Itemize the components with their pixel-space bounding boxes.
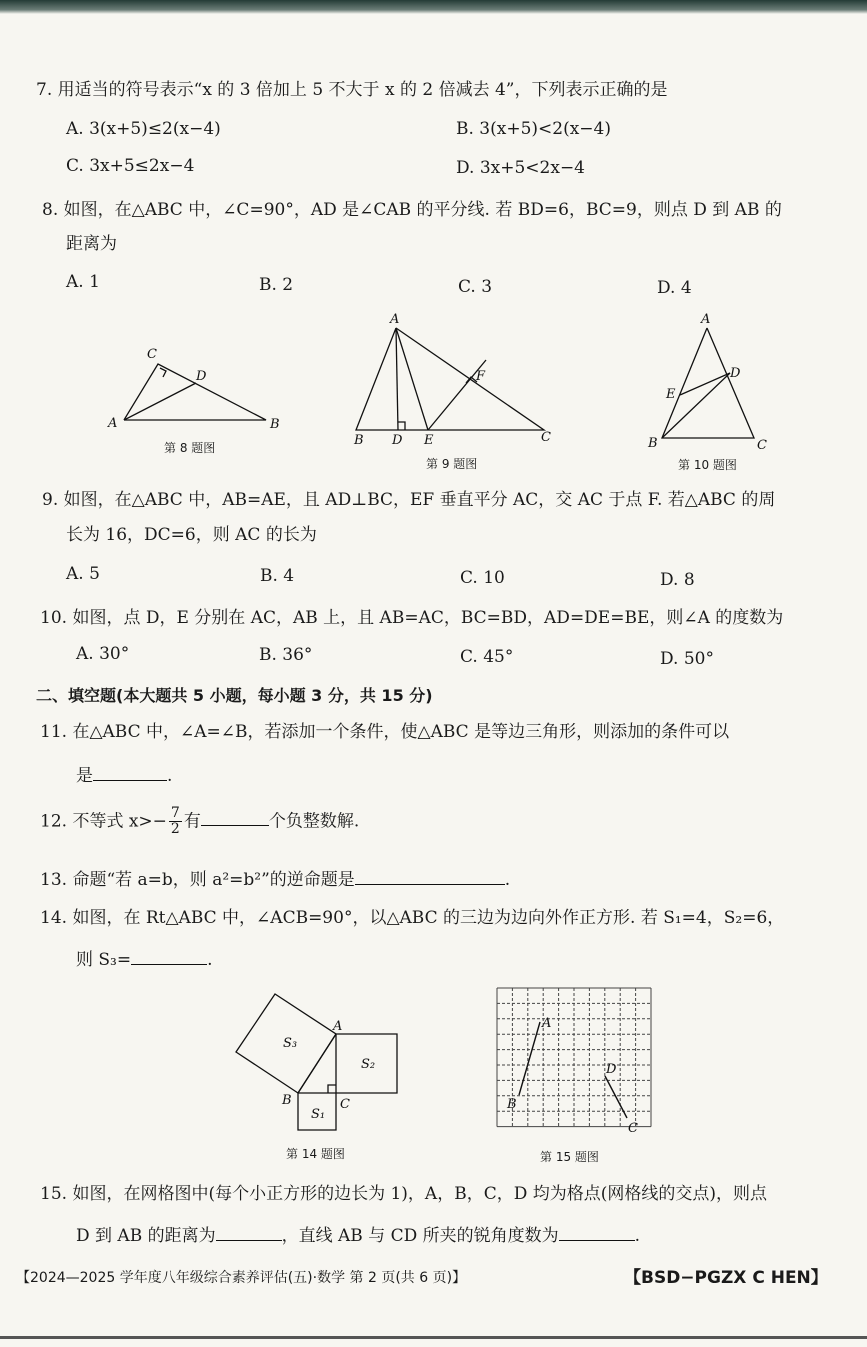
fig14-label-c: C: [340, 1097, 350, 1112]
q10-option-a[interactable]: A. 30°: [76, 644, 130, 664]
q11-prefix: 是: [76, 766, 93, 786]
fig8-label-c: C: [147, 347, 157, 362]
q9-stem-line1: 9. 如图，在△ABC 中，AB=AE，且 AD⊥BC，EF 垂直平分 AC，交 AC 于点 F. 若△ABC 的周: [42, 490, 776, 510]
fig9-label-a: A: [390, 312, 400, 327]
fig14-label-s3: S₃: [283, 1036, 298, 1051]
q13-prefix: 13. 命题“若 a=b，则 a²=b²”的逆命题是: [40, 870, 355, 890]
q9-option-c[interactable]: C. 10: [460, 568, 505, 588]
q7-option-a[interactable]: A. 3(x+5)≤2(x−4): [66, 119, 221, 139]
fig14-label-a: A: [333, 1019, 343, 1034]
q15-stem-line2: [76, 1222, 640, 1246]
q7-option-d[interactable]: D. 3x+5<2x−4: [456, 158, 586, 178]
q14-stem-line1: 14. 如图，在 Rt△ABC 中，∠ACB=90°，以△ABC 的三边为边向外作正方形. 若 S₁=4，S₂=6，: [40, 908, 785, 928]
fig15-label-b: B: [507, 1097, 517, 1112]
fig10-label-d: D: [730, 366, 741, 381]
fig14-caption: 第 14 题图: [286, 1147, 345, 1161]
q9-option-a[interactable]: A. 5: [66, 564, 100, 584]
q9-option-d[interactable]: D. 8: [660, 570, 695, 590]
bottom-divider: [0, 1336, 867, 1339]
q13-suffix: .: [504, 870, 511, 890]
q10-stem: 10. 如图，点 D，E 分别在 AC，AB 上，且 AB=AC，BC=BD，AD=DE=BE，则∠A 的度数为: [40, 608, 784, 628]
q15-text-c: .: [634, 1226, 641, 1246]
page-footer: 【2024—2025 学年度八年级综合素养评估(五)·数学 第 2 页(共 6 页)】: [16, 1270, 467, 1286]
q7-option-b[interactable]: B. 3(x+5)<2(x−4): [456, 119, 612, 139]
q8-stem-line2: 距离为: [66, 234, 117, 254]
fig8-label-b: B: [270, 417, 280, 432]
fig14-label-s1: S₁: [311, 1107, 326, 1122]
fig10-label-a: A: [701, 312, 711, 327]
q11-suffix: .: [167, 766, 173, 786]
fig8-caption: 第 8 题图: [164, 441, 216, 455]
fig9-label-c: C: [541, 430, 551, 445]
fig9-label-e: E: [424, 433, 434, 448]
q12-frac-numerator: 7: [170, 805, 180, 821]
fig10-label-c: C: [757, 438, 767, 453]
q8-option-c[interactable]: C. 3: [458, 277, 493, 297]
q15-answer-blank-2[interactable]: [559, 1222, 635, 1241]
q8-option-a[interactable]: A. 1: [66, 272, 100, 292]
paper-code: 【BSD−PGZX C HEN】: [624, 1268, 828, 1288]
q15-stem-line1: 15. 如图，在网格图中(每个小正方形的边长为 1)，A，B，C，D 均为格点(网格线的交点)，则点: [40, 1184, 767, 1204]
fig15-label-d: D: [606, 1062, 617, 1077]
q10-option-b[interactable]: B. 36°: [259, 645, 313, 665]
fig14-label-b: B: [282, 1093, 292, 1108]
q10-option-d[interactable]: D. 50°: [660, 649, 714, 669]
fig8-label-a: A: [108, 416, 118, 431]
fig9-label-b: B: [354, 433, 364, 448]
fig8-label-d: D: [196, 369, 207, 384]
fig9-label-f: F: [476, 369, 486, 384]
fig15-label-a: A: [542, 1016, 552, 1031]
q12-frac-denominator: 2: [170, 821, 180, 838]
fig10-label-b: B: [648, 436, 658, 451]
fig9-caption: 第 9 题图: [426, 457, 478, 471]
q8-option-d[interactable]: D. 4: [657, 278, 692, 298]
q7-stem: 7. 用适当的符号表示“x 的 3 倍加上 5 不大于 x 的 2 倍减去 4”，下列表示正确的是: [36, 80, 668, 100]
q7-option-c[interactable]: C. 3x+5≤2x−4: [66, 156, 195, 176]
q8-stem-line1: 8. 如图，在△ABC 中，∠C=90°，AD 是∠CAB 的平分线. 若 BD=6，BC=9，则点 D 到 AB 的: [42, 200, 782, 220]
fig10-label-e: E: [666, 387, 676, 402]
q10-option-c[interactable]: C. 45°: [460, 647, 514, 667]
q11-stem-line1: 11. 在△ABC 中，∠A=∠B，若添加一个条件，使△ABC 是等边三角形，则添加的条件可以: [40, 722, 730, 742]
q12-suffix: 个负整数解.: [268, 811, 360, 832]
fig14-label-s2: S₂: [361, 1057, 376, 1072]
q14-suffix: .: [207, 950, 213, 970]
fig10-caption: 第 10 题图: [678, 458, 737, 472]
q15-text-a: D 到 AB 的距离为: [76, 1226, 216, 1246]
q15-answer-blank-1[interactable]: [216, 1222, 282, 1241]
q12-prefix: 12. 不等式 x>−: [40, 811, 167, 832]
fig15-label-c: C: [628, 1121, 638, 1136]
fig9-label-d: D: [392, 433, 403, 448]
q15-text-b: ，直线 AB 与 CD 所夹的锐角度数为: [281, 1226, 559, 1246]
q14-prefix: 则 S₃=: [76, 950, 132, 970]
q9-stem-line2: 长为 16，DC=6，则 AC 的长为: [66, 525, 317, 545]
q9-option-b[interactable]: B. 4: [260, 566, 295, 586]
section-2-heading: 二、填空题(本大题共 5 小题，每小题 3 分，共 15 分): [36, 686, 433, 705]
q8-option-b[interactable]: B. 2: [259, 275, 294, 295]
fig15-caption: 第 15 题图: [540, 1150, 599, 1164]
q12-mid: 有: [183, 811, 201, 832]
